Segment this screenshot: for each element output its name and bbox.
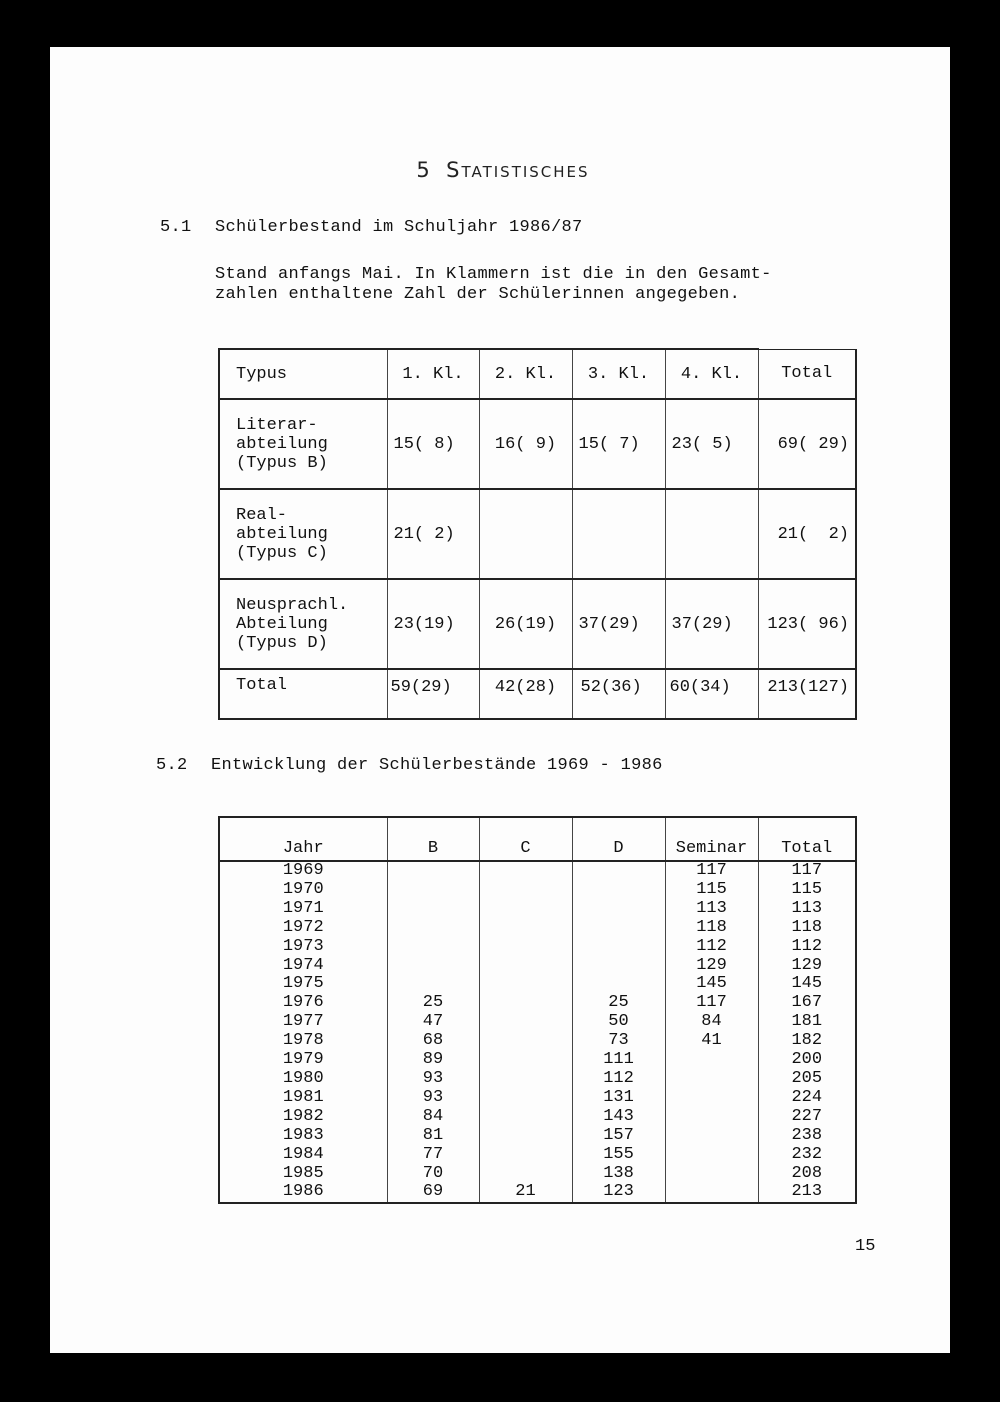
d-cell: 123	[572, 1183, 665, 1203]
table-row	[219, 900, 856, 919]
b-cell	[387, 957, 479, 976]
c-cell: 21	[479, 1183, 572, 1203]
total-cell: 21( 2)	[758, 489, 856, 579]
c-cell	[479, 900, 572, 919]
d-cell	[572, 861, 665, 881]
seminar-cell: 118	[665, 919, 758, 938]
column-header: Total	[758, 817, 856, 861]
table-header-row	[219, 817, 856, 861]
column-header: 4. Kl.	[665, 349, 758, 399]
page-number: 15	[855, 1237, 876, 1256]
count-cell	[479, 489, 572, 579]
b-cell: 47	[387, 1013, 479, 1032]
seminar-cell: 84	[665, 1013, 758, 1032]
year-cell: 1975	[219, 975, 387, 994]
enrolment-history-table	[218, 816, 857, 1204]
seminar-cell	[665, 1183, 758, 1203]
seminar-cell	[665, 1070, 758, 1089]
d-cell: 138	[572, 1165, 665, 1184]
column-header: Jahr	[219, 817, 387, 861]
year-cell: 1974	[219, 957, 387, 976]
total-cell: 117	[758, 861, 856, 881]
column-header: D	[572, 817, 665, 861]
total-cell: 227	[758, 1108, 856, 1127]
total-row-cell: 60(34)	[665, 669, 758, 719]
total-cell: 182	[758, 1032, 856, 1051]
seminar-cell: 129	[665, 957, 758, 976]
column-header: 1. Kl.	[387, 349, 479, 399]
year-cell: 1970	[219, 881, 387, 900]
total-cell: 238	[758, 1127, 856, 1146]
c-cell	[479, 1013, 572, 1032]
column-header: Typus	[219, 349, 387, 399]
year-cell: 1979	[219, 1051, 387, 1070]
column-header: B	[387, 817, 479, 861]
count-cell: 26(19)	[479, 579, 572, 669]
c-cell	[479, 994, 572, 1013]
total-cell: 118	[758, 919, 856, 938]
total-cell: 205	[758, 1070, 856, 1089]
count-cell: 21( 2)	[387, 489, 479, 579]
total-cell: 167	[758, 994, 856, 1013]
table-row	[219, 994, 856, 1013]
b-cell: 81	[387, 1127, 479, 1146]
table-row	[219, 919, 856, 938]
b-cell: 70	[387, 1165, 479, 1184]
table-row	[219, 1127, 856, 1146]
typus-cell: Neusprachl. Abteilung (Typus D)	[219, 579, 387, 669]
c-cell	[479, 1089, 572, 1108]
table-row	[219, 399, 856, 489]
seminar-cell	[665, 1089, 758, 1108]
year-cell: 1981	[219, 1089, 387, 1108]
d-cell: 25	[572, 994, 665, 1013]
table-row	[219, 1108, 856, 1127]
year-cell: 1971	[219, 900, 387, 919]
c-cell	[479, 881, 572, 900]
column-header: Seminar	[665, 817, 758, 861]
count-cell: 15( 7)	[572, 399, 665, 489]
table-row	[219, 1089, 856, 1108]
seminar-cell: 115	[665, 881, 758, 900]
section-1-note-line-1: Stand anfangs Mai. In Klammern ist die in den Gesamt-	[215, 265, 772, 284]
total-cell: 69( 29)	[758, 399, 856, 489]
section-2-heading: Entwicklung der Schülerbestände 1969 - 1986	[211, 756, 663, 775]
table-row	[219, 1070, 856, 1089]
b-cell	[387, 861, 479, 881]
d-cell: 111	[572, 1051, 665, 1070]
year-cell: 1973	[219, 938, 387, 957]
b-cell	[387, 938, 479, 957]
year-cell: 1978	[219, 1032, 387, 1051]
section-1-number: 5.1	[160, 218, 192, 237]
c-cell	[479, 1070, 572, 1089]
c-cell	[479, 1127, 572, 1146]
b-cell: 25	[387, 994, 479, 1013]
b-cell: 77	[387, 1146, 479, 1165]
chapter-number: 5	[416, 158, 431, 182]
b-cell: 69	[387, 1183, 479, 1203]
count-cell: 23( 5)	[665, 399, 758, 489]
table-row	[219, 1183, 856, 1203]
seminar-cell	[665, 1146, 758, 1165]
total-cell: 181	[758, 1013, 856, 1032]
b-cell	[387, 881, 479, 900]
b-cell: 93	[387, 1070, 479, 1089]
seminar-cell: 145	[665, 975, 758, 994]
table-row	[219, 1146, 856, 1165]
b-cell	[387, 900, 479, 919]
year-cell: 1983	[219, 1127, 387, 1146]
table-row	[219, 1165, 856, 1184]
c-cell	[479, 1051, 572, 1070]
total-row-cell: 59(29)	[387, 669, 479, 719]
d-cell	[572, 881, 665, 900]
count-cell: 37(29)	[572, 579, 665, 669]
column-header: 3. Kl.	[572, 349, 665, 399]
column-header: Total	[758, 349, 856, 399]
seminar-cell	[665, 1165, 758, 1184]
count-cell	[572, 489, 665, 579]
section-2-number: 5.2	[156, 756, 188, 775]
total-cell: 123( 96)	[758, 579, 856, 669]
total-cell: 112	[758, 938, 856, 957]
total-cell: 224	[758, 1089, 856, 1108]
d-cell	[572, 919, 665, 938]
table-row	[219, 489, 856, 579]
count-cell: 23(19)	[387, 579, 479, 669]
seminar-cell: 112	[665, 938, 758, 957]
d-cell	[572, 938, 665, 957]
table-header-row	[219, 349, 856, 399]
b-cell: 84	[387, 1108, 479, 1127]
b-cell: 89	[387, 1051, 479, 1070]
year-cell: 1969	[219, 861, 387, 881]
chapter-title: Statistisches	[446, 158, 590, 182]
d-cell	[572, 975, 665, 994]
typus-cell: Real- abteilung (Typus C)	[219, 489, 387, 579]
total-cell: 213	[758, 1183, 856, 1203]
seminar-cell: 41	[665, 1032, 758, 1051]
c-cell	[479, 957, 572, 976]
c-cell	[479, 919, 572, 938]
d-cell: 131	[572, 1089, 665, 1108]
seminar-cell: 117	[665, 861, 758, 881]
d-cell: 143	[572, 1108, 665, 1127]
typus-cell: Literar- abteilung (Typus B)	[219, 399, 387, 489]
seminar-cell	[665, 1127, 758, 1146]
count-cell: 37(29)	[665, 579, 758, 669]
total-row	[219, 669, 856, 719]
count-cell	[665, 489, 758, 579]
total-cell: 113	[758, 900, 856, 919]
total-row-label: Total	[219, 669, 387, 719]
c-cell	[479, 975, 572, 994]
year-cell: 1972	[219, 919, 387, 938]
table-row	[219, 957, 856, 976]
table-row	[219, 1013, 856, 1032]
seminar-cell	[665, 1108, 758, 1127]
year-cell: 1976	[219, 994, 387, 1013]
seminar-cell	[665, 1051, 758, 1070]
seminar-cell: 113	[665, 900, 758, 919]
table-row	[219, 975, 856, 994]
table-row	[219, 1051, 856, 1070]
total-cell: 200	[758, 1051, 856, 1070]
year-cell: 1980	[219, 1070, 387, 1089]
total-row-cell: 52(36)	[572, 669, 665, 719]
table-row	[219, 1032, 856, 1051]
total-cell: 115	[758, 881, 856, 900]
year-cell: 1984	[219, 1146, 387, 1165]
c-cell	[479, 1146, 572, 1165]
year-cell: 1982	[219, 1108, 387, 1127]
seminar-cell: 117	[665, 994, 758, 1013]
total-cell: 145	[758, 975, 856, 994]
table-row	[219, 579, 856, 669]
class-count-table	[218, 348, 857, 720]
chapter-heading	[0, 158, 1000, 182]
count-cell: 16( 9)	[479, 399, 572, 489]
year-cell: 1977	[219, 1013, 387, 1032]
table-row	[219, 861, 856, 881]
d-cell: 50	[572, 1013, 665, 1032]
table-row	[219, 938, 856, 957]
d-cell	[572, 957, 665, 976]
section-1-note-line-2: zahlen enthaltene Zahl der Schülerinnen angegeben.	[215, 285, 741, 304]
d-cell	[572, 900, 665, 919]
b-cell: 93	[387, 1089, 479, 1108]
d-cell: 155	[572, 1146, 665, 1165]
count-cell: 15( 8)	[387, 399, 479, 489]
total-row-cell: 42(28)	[479, 669, 572, 719]
d-cell: 73	[572, 1032, 665, 1051]
total-cell: 208	[758, 1165, 856, 1184]
c-cell	[479, 1165, 572, 1184]
total-row-cell: 213(127)	[758, 669, 856, 719]
table-row	[219, 881, 856, 900]
year-cell: 1986	[219, 1183, 387, 1203]
c-cell	[479, 938, 572, 957]
column-header: 2. Kl.	[479, 349, 572, 399]
total-cell: 129	[758, 957, 856, 976]
section-1-heading: Schülerbestand im Schuljahr 1986/87	[215, 218, 583, 237]
c-cell	[479, 1032, 572, 1051]
d-cell: 112	[572, 1070, 665, 1089]
year-cell: 1985	[219, 1165, 387, 1184]
b-cell	[387, 919, 479, 938]
b-cell: 68	[387, 1032, 479, 1051]
c-cell	[479, 1108, 572, 1127]
b-cell	[387, 975, 479, 994]
d-cell: 157	[572, 1127, 665, 1146]
total-cell: 232	[758, 1146, 856, 1165]
c-cell	[479, 861, 572, 881]
column-header: C	[479, 817, 572, 861]
